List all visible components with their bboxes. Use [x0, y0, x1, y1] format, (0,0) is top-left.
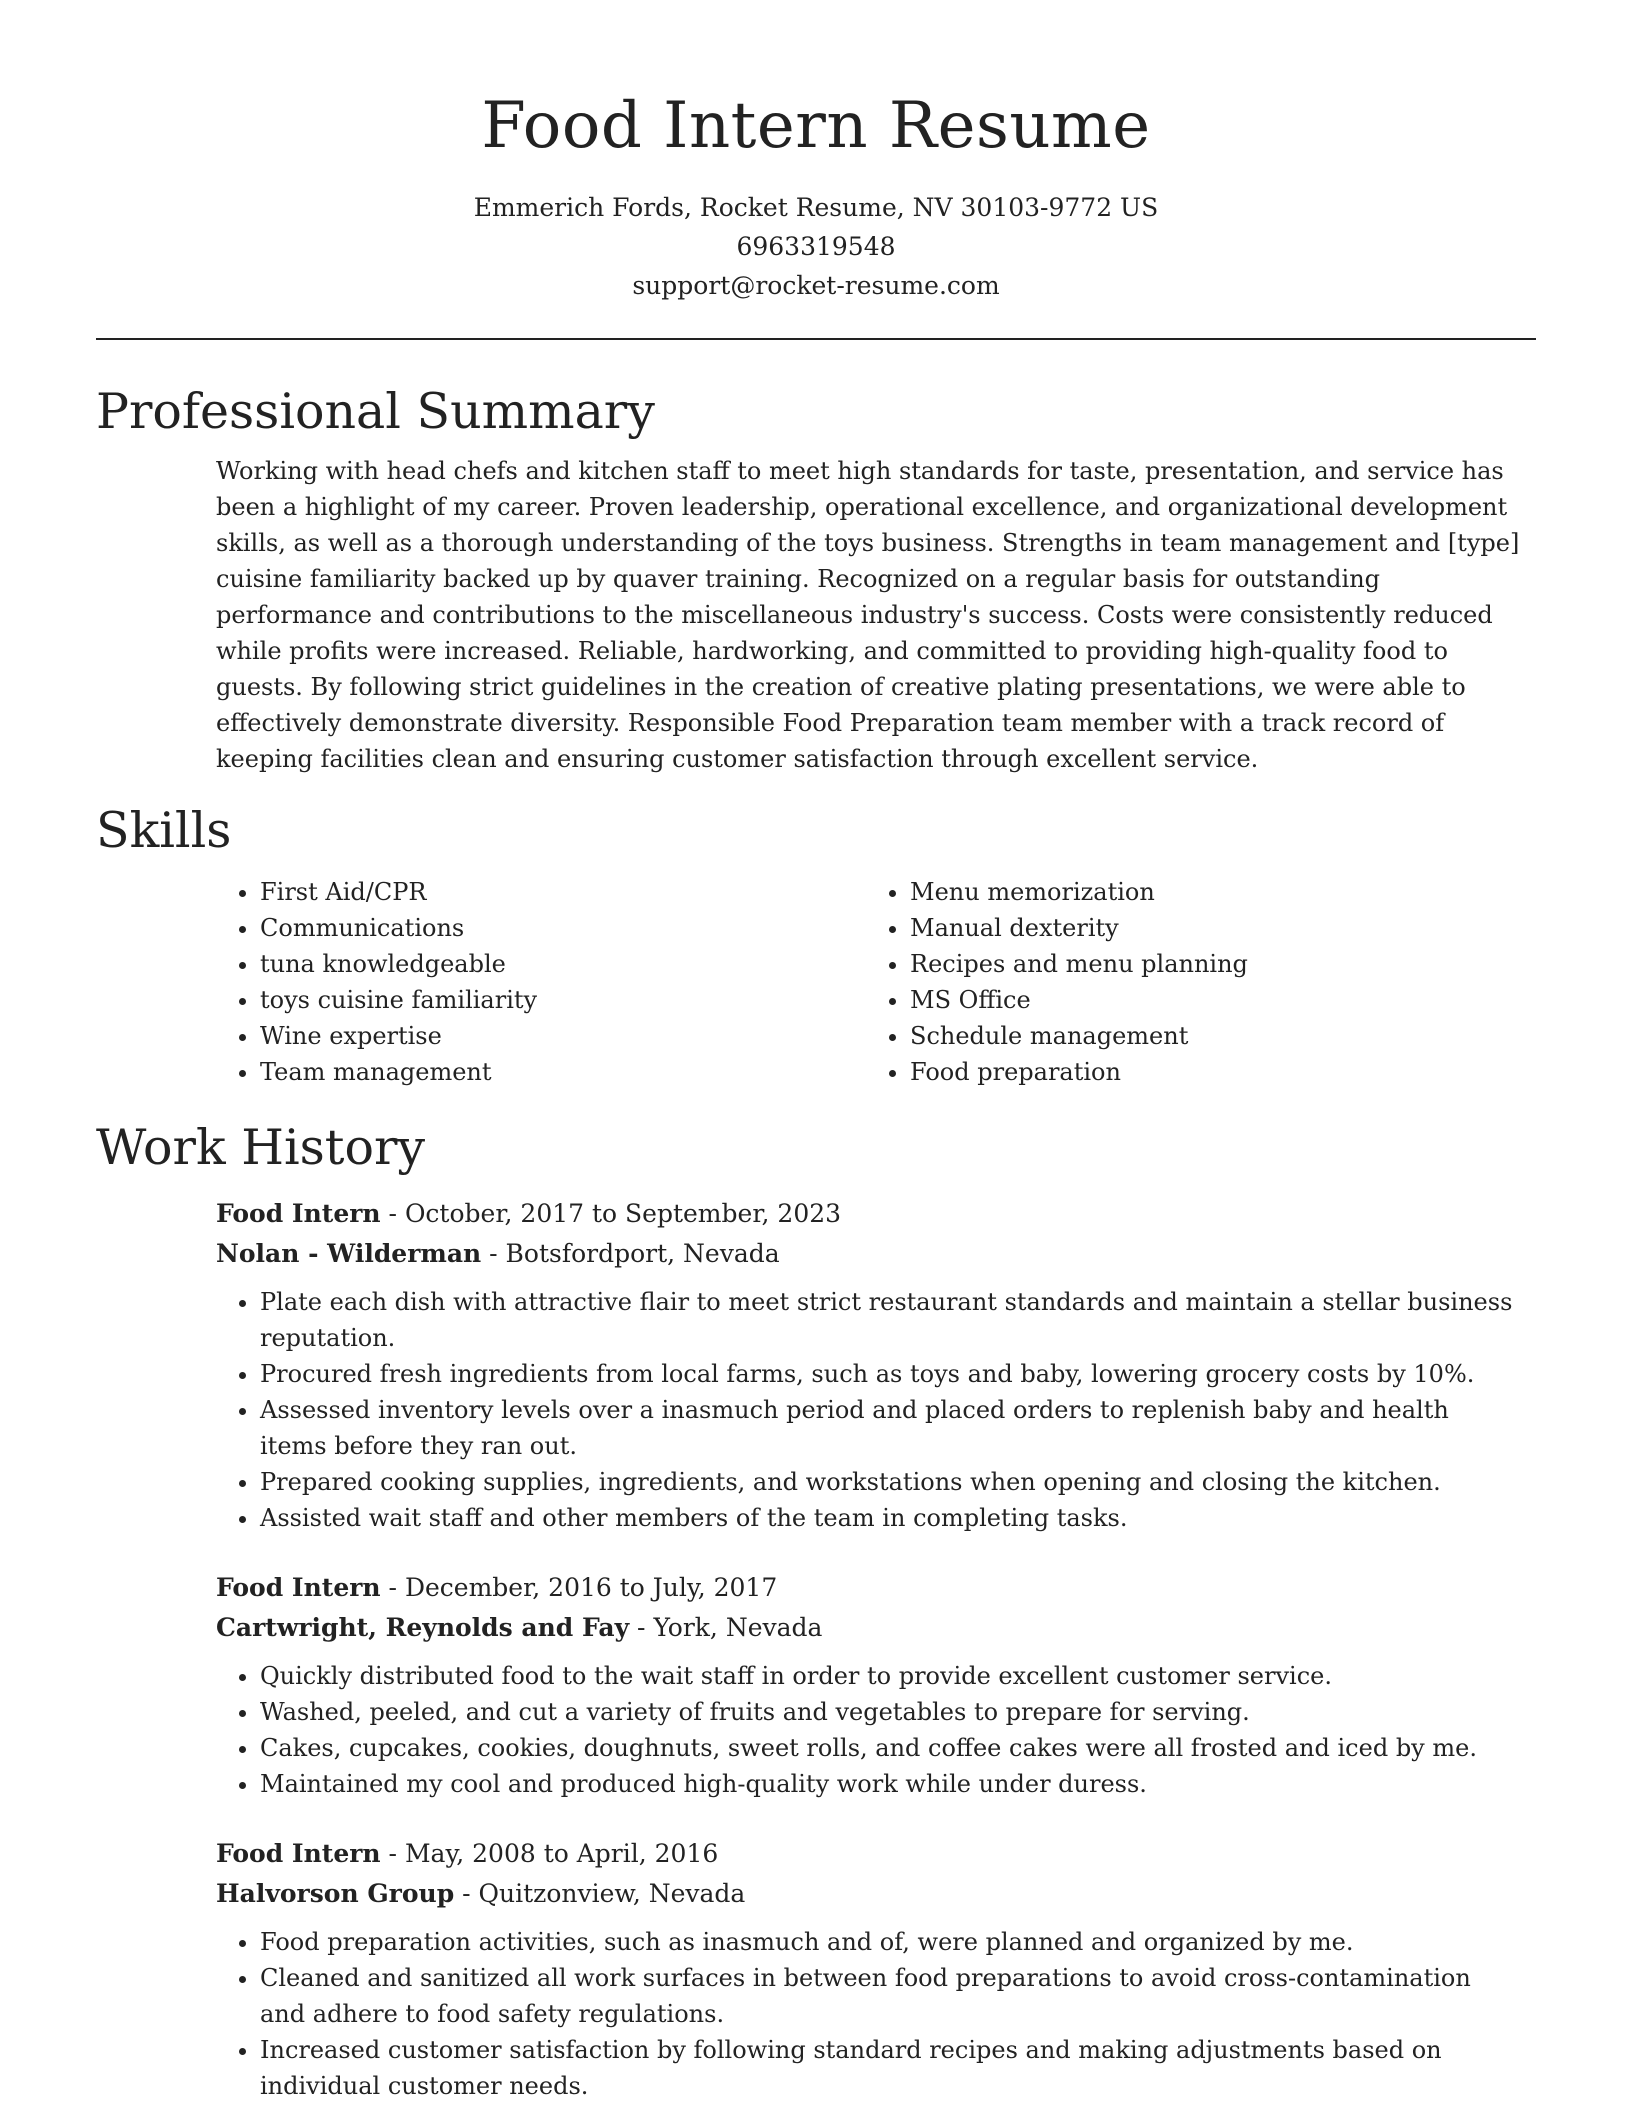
contact-block [96, 188, 1536, 305]
skill-item: • First Aid/CPR [260, 874, 866, 910]
job-bullet: • Food preparation activities, such as inasmuch and of, were planned and organized by me. [260, 1924, 1536, 1960]
job-bullets [216, 1658, 1536, 1802]
contact-address: Emmerich Fords, Rocket Resume, NV 30103-9772 US [473, 193, 1159, 222]
job-bullet: • Cleaned and sanitized all work surfaces in between food preparations to avoid cross-contamination and adhere to food safety regulations. [260, 1960, 1536, 2032]
job-bullet: • Assisted wait staff and other members of the team in completing tasks. [260, 1500, 1536, 1536]
separator: - [380, 1199, 405, 1228]
job-title-line [216, 1834, 1536, 1874]
job-title: Food Intern [216, 1199, 381, 1228]
job-location: Quitzonview, Nevada [478, 1879, 746, 1908]
job-dates: December, 2016 to July, 2017 [404, 1573, 778, 1602]
resume-header [96, 0, 1536, 305]
summary-heading: Professional Summary [96, 383, 655, 440]
skill-item: • Schedule management [910, 1018, 1248, 1054]
skills-heading: Skills [96, 802, 232, 859]
job-bullet: • Maintained my cool and produced high-quality work while under duress. [260, 1766, 1536, 1802]
skill-item: • MS Office [910, 982, 1248, 1018]
job-dates: October, 2017 to September, 2023 [404, 1199, 842, 1228]
job-bullet: • Washed, peeled, and cut a variety of fruits and vegetables to prepare for serving. [260, 1694, 1536, 1730]
job-bullet: • Procured fresh ingredients from local farms, such as toys and baby, lowering grocery costs by 10%. [260, 1356, 1536, 1392]
skills-column-left [216, 874, 866, 1090]
job-company-line [216, 1234, 1536, 1274]
job-bullet: • Assessed inventory levels over a inasmuch period and placed orders to replenish baby and health items before they ran out. [260, 1392, 1536, 1464]
separator: - [629, 1613, 654, 1642]
job-entry [216, 1834, 1536, 2104]
skill-item: • Communications [260, 910, 866, 946]
skills-list [216, 874, 1536, 1090]
skill-item: • Recipes and menu planning [910, 946, 1248, 982]
job-company: Nolan - Wilderman [216, 1239, 482, 1268]
job-title-line [216, 1194, 1536, 1234]
job-bullet: • Plate each dish with attractive flair to meet strict restaurant standards and maintain a stellar business reputation. [260, 1284, 1536, 1356]
skills-column-right [866, 874, 1248, 1090]
job-title: Food Intern [216, 1573, 381, 1602]
job-company-line [216, 1874, 1536, 1914]
skill-item: • toys cuisine familiarity [260, 982, 866, 1018]
separator: - [380, 1839, 405, 1868]
job-company-line [216, 1608, 1536, 1648]
job-bullet: • Prepared cooking supplies, ingredients, and workstations when opening and closing the kitchen. [260, 1464, 1536, 1500]
job-entry [216, 1568, 1536, 1802]
work-history-heading: Work History [96, 1119, 426, 1176]
resume-title: Food Intern Resume [481, 89, 1151, 163]
skill-item: • Wine expertise [260, 1018, 866, 1054]
job-bullet: • Quickly distributed food to the wait staff in order to provide excellent customer service. [260, 1658, 1536, 1694]
job-dates: May, 2008 to April, 2016 [404, 1839, 719, 1868]
separator: - [380, 1573, 405, 1602]
job-bullets [216, 1924, 1536, 2104]
resume-page [96, 0, 1536, 2104]
contact-phone: 6963319548 [736, 232, 896, 261]
job-location: Botsfordport, Nevada [505, 1239, 780, 1268]
separator: - [454, 1879, 479, 1908]
skill-item: • Menu memorization [910, 874, 1248, 910]
summary-text: Working with head chefs and kitchen staff to meet high standards for taste, presentation, and service has been a highlight of my career. Proven leadership, operational excellence, and organizational development skills, as well as a thorough understanding of the toys business. Strengths in team management and [type] cuisine familiarity backed up by quaver training. Recognized on a regular basis for outstanding performance and contributions to the miscellaneous industry's success. Costs were consistently reduced while profits were increased. Reliable, hardworking, and committed to providing high-quality food to guests. By following strict guidelines in the creation of creative plating presentations, we were able to effectively demonstrate diversity. Responsible Food Preparation team member with a track record of keeping facilities clean and ensuring customer satisfaction through excellent service. [216, 457, 1520, 773]
skill-item: • Food preparation [910, 1054, 1248, 1090]
job-company: Cartwright, Reynolds and Fay [216, 1613, 630, 1642]
separator: - [481, 1239, 506, 1268]
header-divider [96, 338, 1536, 340]
skill-item: • Team management [260, 1054, 866, 1090]
job-company: Halvorson Group [216, 1879, 455, 1908]
skill-item: • tuna knowledgeable [260, 946, 866, 982]
skill-item: • Manual dexterity [910, 910, 1248, 946]
job-location: York, Nevada [653, 1613, 823, 1642]
job-title-line [216, 1568, 1536, 1608]
job-entry [216, 1194, 1536, 1536]
job-bullet: • Cakes, cupcakes, cookies, doughnuts, sweet rolls, and coffee cakes were all frosted and iced by me. [260, 1730, 1536, 1766]
job-bullets [216, 1284, 1536, 1536]
job-title: Food Intern [216, 1839, 381, 1868]
contact-email: support@rocket-resume.com [632, 271, 1000, 300]
job-bullet: • Increased customer satisfaction by following standard recipes and making adjustments based on individual customer needs. [260, 2032, 1536, 2104]
